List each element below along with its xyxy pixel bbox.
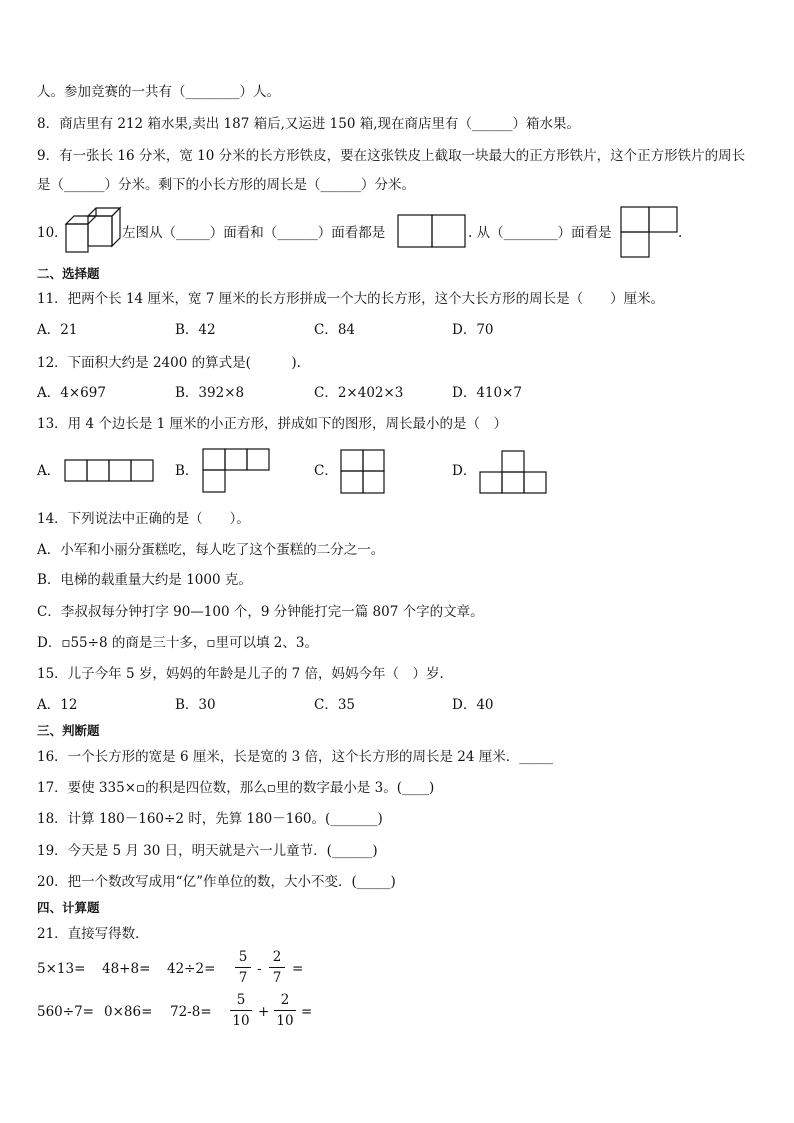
shape-a-row — [64, 459, 156, 483]
q14-option-c: C．李叔叔每分钟打字 90—100 个，9 分钟能打完一篇 807 个字的文章。 — [37, 604, 484, 620]
fraction-denominator: 10 — [276, 1013, 294, 1029]
question-20: 20．把一个数改写成用“亿”作单位的数，大小不变．(_____) — [37, 874, 396, 890]
fraction-5-7 — [235, 949, 251, 986]
calc-plus: + — [258, 1004, 270, 1020]
q15-option-b: B．30 — [175, 697, 216, 713]
question-9-line1: 9．有一张长 16 分米，宽 10 分米的长方形铁皮，要在这张铁皮上截取一块最大的正方形铁片，这个正方形铁片的周长 — [37, 148, 746, 164]
q12-option-c: C．2×402×3 — [314, 385, 404, 401]
shape-c-square — [340, 449, 386, 495]
two-squares-view — [397, 214, 467, 248]
fraction-2-10 — [274, 992, 296, 1029]
question-14: 14．下列说法中正确的是（ ）。 — [37, 511, 250, 527]
calc-r2-b: 0×86= — [104, 1004, 153, 1020]
calc-r2-c: 72-8= — [170, 1004, 212, 1020]
l-shape-view — [620, 206, 683, 258]
q11-option-a: A．21 — [37, 322, 78, 338]
section-3-heading: 三、判断题 — [37, 723, 100, 738]
fraction-2-7 — [269, 949, 285, 986]
calc-equals-2: = — [301, 1004, 313, 1020]
fraction-numerator: 5 — [238, 949, 248, 965]
q15-option-a: A．12 — [37, 697, 78, 713]
q13-option-b: B． — [175, 463, 199, 479]
q13-option-c: C． — [314, 463, 338, 479]
calc-r2-a: 560÷7= — [37, 1004, 94, 1020]
question-9-line2: 是（______）分米。剩下的小长方形的周长是（______）分米。 — [37, 177, 415, 193]
calc-r1-c: 42÷2= — [167, 961, 216, 977]
q15-option-c: C．35 — [314, 697, 356, 713]
q14-option-d: D．▫55÷8 的商是三十多，▫里可以填 2、3。 — [37, 635, 318, 651]
question-21: 21．直接写得数． — [37, 926, 149, 942]
shape-d-t — [479, 450, 549, 495]
question-10-text2: . 从（________）面看是 — [468, 225, 612, 241]
question-10-text3: . — [678, 225, 683, 241]
q7-tail: 人。参加竞赛的一共有（________）人。 — [37, 84, 280, 100]
q11-option-b: B．42 — [175, 322, 216, 338]
calc-minus: - — [257, 961, 262, 977]
question-10-number: 10． — [37, 225, 68, 241]
question-8: 8．商店里有 212 箱水果,卖出 187 箱后,又运进 150 箱,现在商店里有（______）箱水果。 — [37, 116, 581, 132]
fraction-numerator: 2 — [280, 992, 290, 1008]
q14-option-a: A．小军和小丽分蛋糕吃，每人吃了这个蛋糕的二分之一。 — [37, 542, 385, 558]
fraction-denominator: 10 — [232, 1013, 250, 1029]
question-18: 18．计算 180－160÷2 时，先算 180－160。(_______) — [37, 811, 383, 827]
calc-r1-a: 5×13= — [37, 961, 86, 977]
section-2-heading: 二、选择题 — [37, 266, 100, 281]
question-17: 17．要使 335×▫的积是四位数，那么▫里的数字最小是 3。(____) — [37, 780, 435, 796]
q12-option-d: D．410×7 — [452, 385, 522, 401]
question-12: 12．下面积大约是 2400 的算式是( ). — [37, 355, 301, 371]
q11-option-d: D．70 — [452, 322, 494, 338]
question-11: 11．把两个长 14 厘米，宽 7 厘米的长方形拼成一个大的长方形，这个大长方形的周长是（ ）厘米。 — [37, 291, 665, 307]
q12-option-a: A．4×697 — [37, 385, 106, 401]
section-4-heading: 四、计算题 — [37, 900, 100, 915]
q14-option-b: B．电梯的载重量大约是 1000 克。 — [37, 572, 252, 588]
question-10-text1: 左图从（_____）面看和（______）面看都是 — [122, 225, 386, 241]
q11-option-c: C．84 — [314, 322, 356, 338]
question-15: 15．儿子今年 5 岁，妈妈的年龄是儿子的 7 倍，妈妈今年（ ）岁． — [37, 666, 454, 682]
shape-b-l — [202, 448, 272, 494]
fraction-denominator: 7 — [238, 970, 248, 986]
fraction-5-10 — [230, 992, 252, 1029]
fraction-denominator: 7 — [272, 970, 282, 986]
q12-option-b: B．392×8 — [175, 385, 245, 401]
cube-stack-figure — [64, 206, 124, 256]
question-16: 16．一个长方形的宽是 6 厘米，长是宽的 3 倍，这个长方形的周长是 24 厘米．_____ — [37, 749, 554, 765]
calc-equals-1: = — [292, 961, 304, 977]
calc-r1-b: 48+8= — [102, 961, 151, 977]
q13-option-a: A． — [37, 463, 61, 479]
fraction-numerator: 2 — [272, 949, 282, 965]
q13-option-d: D． — [452, 463, 477, 479]
q15-option-d: D．40 — [452, 697, 494, 713]
fraction-numerator: 5 — [236, 992, 246, 1008]
question-13: 13．用 4 个边长是 1 厘米的小正方形，拼成如下的图形，周长最小的是（ ） — [37, 416, 508, 432]
question-19: 19．今天是 5 月 30 日，明天就是六一儿童节．(______) — [37, 843, 378, 859]
